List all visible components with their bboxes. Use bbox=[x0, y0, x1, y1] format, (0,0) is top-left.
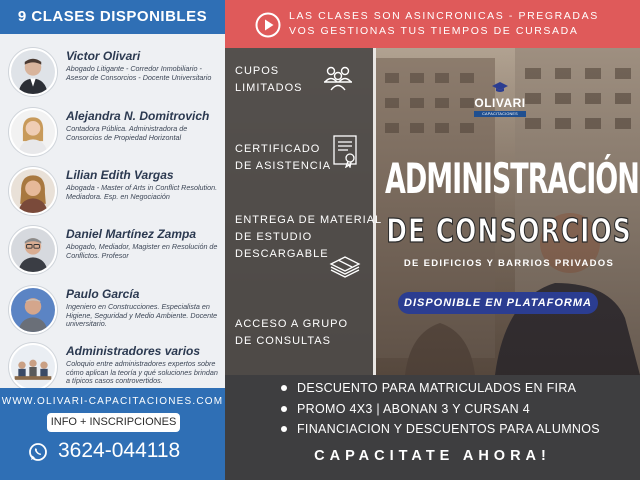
feature-line: LIMITADOS bbox=[235, 82, 303, 94]
instructor-item bbox=[0, 163, 225, 221]
cta-text[interactable]: CAPACITATE AHORA! bbox=[314, 448, 551, 464]
feature-line: DE CONSULTAS bbox=[235, 335, 331, 347]
promo-bullet bbox=[281, 422, 600, 436]
instructor-description: Contadora Pública. Administradora de Consorcios de Propiedad Horizontal bbox=[66, 124, 188, 142]
logo-text: OLIVARI bbox=[474, 96, 526, 110]
instructor-name: Daniel Martínez Zampa bbox=[66, 227, 197, 241]
promo-bullet bbox=[281, 381, 576, 395]
promo-text: DESCUENTO PARA MATRICULADOS EN FIRA bbox=[297, 381, 577, 395]
feature-cupos bbox=[235, 63, 302, 97]
promo-section bbox=[225, 375, 640, 480]
instructor-description: Ingeniero en Construcciones. Especialista en Higiene, Seguridad y Medio Ambiente. Docente universitario. bbox=[66, 302, 218, 329]
instructor-description: Abogado, Mediador, Magister en Resolución de Conflictos. Profesor bbox=[66, 242, 218, 260]
avatar bbox=[9, 108, 57, 156]
feature-certificado bbox=[235, 141, 331, 175]
instructor-item bbox=[0, 222, 225, 280]
instructor-name: Alejandra N. Domitrovich bbox=[66, 109, 210, 123]
logo-subtext: CAPACITACIONES bbox=[474, 111, 526, 117]
hero-subtitle: DE EDIFICIOS Y BARRIOS PRIVADOS bbox=[403, 258, 615, 269]
instructor-name: Lilian Edith Vargas bbox=[66, 168, 174, 182]
avatar bbox=[9, 167, 57, 215]
hero-title-line2: DE CONSORCIOS bbox=[386, 212, 632, 250]
instructors-column bbox=[0, 0, 225, 480]
hero-section bbox=[225, 48, 640, 375]
instructor-name: Victor Olivari bbox=[66, 49, 141, 63]
instructor-description: Coloquio entre administradores expertos sobre cómo aplican la teoría y qué soluciones brindan a típicos casos controvertidos. bbox=[66, 359, 218, 386]
avatar bbox=[9, 226, 57, 274]
instructor-name: Administradores varios bbox=[66, 344, 201, 358]
avatar bbox=[9, 48, 57, 96]
bullet-dot bbox=[281, 385, 287, 391]
instructor-item bbox=[0, 104, 225, 162]
feature-line: CERTIFICADO bbox=[235, 143, 321, 155]
feature-line: DE ASISTENCIA bbox=[235, 160, 332, 172]
feature-line: ACCESO A GRUPO bbox=[235, 318, 349, 330]
feature-line: CUPOS bbox=[235, 65, 280, 77]
instructor-description: Abogada - Master of Arts in Conflict Resolution. Mediadora. Esp. en Negociación bbox=[66, 183, 218, 201]
bullet-dot bbox=[281, 426, 287, 432]
main-panel bbox=[225, 0, 640, 480]
feature-line: DE ESTUDIO bbox=[235, 231, 313, 243]
book-icon bbox=[328, 247, 362, 281]
banner-line: LAS CLASES SON ASINCRONICAS - PREGRADAS bbox=[289, 10, 599, 22]
available-badge: DISPONIBLE EN PLATAFORMA bbox=[398, 292, 598, 314]
promo-text: FINANCIACION Y DESCUENTOS PARA ALUMNOS bbox=[297, 422, 600, 436]
bullet-dot bbox=[281, 406, 287, 412]
async-banner bbox=[225, 0, 640, 48]
contact-footer bbox=[0, 388, 225, 480]
feature-line: ENTREGA DE MATERIAL bbox=[235, 214, 383, 226]
feature-line: DESCARGABLE bbox=[235, 248, 329, 260]
graduation-cap-icon bbox=[492, 82, 508, 94]
play-icon bbox=[255, 12, 281, 38]
instructor-description: Abogado Litigante - Corredor Inmobiliario - Asesor de Consorcios - Docente Universitario bbox=[66, 64, 212, 82]
group-icon bbox=[321, 62, 355, 96]
info-inscripciones-button[interactable]: INFO + INSCRIPCIONES bbox=[47, 413, 180, 432]
classes-header: 9 CLASES DISPONIBLES bbox=[0, 0, 225, 34]
promo-bullet bbox=[281, 402, 530, 416]
instructor-item bbox=[0, 44, 225, 102]
website-link[interactable]: WWW.OLIVARI-CAPACITACIONES.COM bbox=[1, 396, 224, 407]
olivari-logo bbox=[468, 88, 532, 122]
instructor-name: Paulo García bbox=[66, 287, 140, 301]
feature-grupo bbox=[235, 316, 348, 350]
hero-title-line1: ADMINISTRACIÓN bbox=[385, 156, 639, 205]
avatar bbox=[9, 286, 57, 334]
instructor-item bbox=[0, 282, 225, 340]
promo-text: PROMO 4X3 | ABONAN 3 Y CURSAN 4 bbox=[297, 402, 530, 416]
avatar bbox=[9, 343, 57, 391]
phone-number: 3624-044118 bbox=[58, 439, 181, 462]
banner-line: VOS GESTIONAS TUS TIEMPOS DE CURSADA bbox=[289, 25, 579, 37]
whatsapp-icon bbox=[28, 442, 48, 462]
banner-text bbox=[289, 9, 599, 39]
certificate-icon bbox=[330, 134, 364, 168]
